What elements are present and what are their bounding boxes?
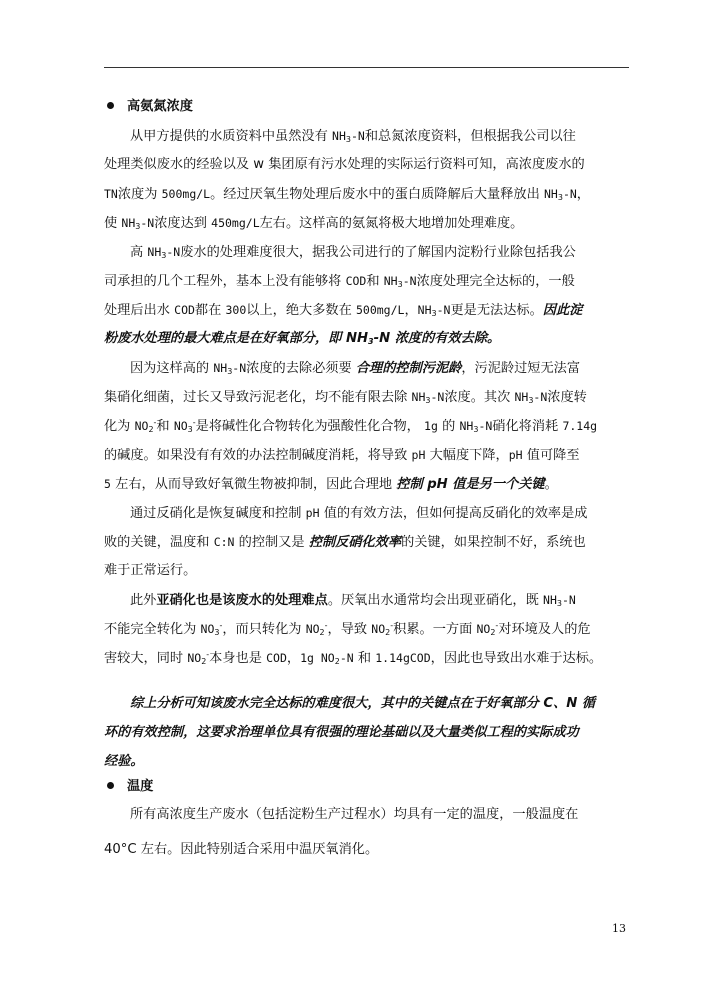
emphasis-text: 亚硝化也是该废水的处理难点 [156,593,328,608]
paragraph-line: 5 左右，从而导致好氧微生物被抑制，因此合理地 控制 pH 值是另一个关键。 [104,477,558,492]
paragraph-line: 此外亚硝化也是该废水的处理难点。厌氧出水通常均会出现亚硝化，既 $NH_3-N$ [130,593,576,608]
paragraph-line: 高 $NH_3-N$废水的处理难度很大，据我公司进行的了解国内淀粉行业除包括我公 [130,245,576,260]
section-heading-high-ammonia [104,97,193,117]
bullet-icon [107,102,114,109]
section-heading-temperature [104,777,153,797]
paragraph-line: 集硝化细菌，过长又导致污泥老化，均不能有限去除 $NH_3-N$浓度。其次 $NH_3-N$浓度转 [104,390,587,405]
emphasis-text: 因此淀 [542,303,583,318]
paragraph-line: 通过反硝化是恢复碱度和控制 pH 值的有效方法，但如何提高反硝化的效率是成 [130,506,588,521]
emphasis-text: 合理的控制污泥龄 [355,361,462,376]
paragraph-line: 处理后出水 COD都在 300以上，绝大多数在 500mg/L，$NH_3-N$更是无法达标。因此淀 [104,303,583,318]
paragraph-line-emphasis: 粉废水处理的最大难点是在好氧部分，即 $NH_3-N$ 浓度的有效去除。 [104,331,501,346]
paragraph-line: 害较大，同时 $NO_2^-$本身也是 COD，1g $NO_2-N$ 和 1.14gCOD，因此也导致出水难于达标。 [104,650,603,666]
bullet-icon [107,782,114,789]
paragraph-line: TN浓度为 500mg/L。经过厌氧生物处理后废水中的蛋白质降解后大量释放出 $NH_3-N$， [104,187,590,202]
emphasis-text: 控制反硝化效率 [308,535,402,550]
paragraph-line: 使 $NH_3-N$浓度达到 450mg/L左右。这样高的氨氮将极大地增加处理难度。 [104,216,524,231]
header-rule [104,67,629,68]
heading-text: 高氨氮浓度 [127,99,193,114]
paragraph-line: 从甲方提供的水质资料中虽然没有 $NH_3-N$和总氮浓度资料，但根据我公司以往 [130,129,576,144]
summary-line: 综上分析可知该废水完全达标的难度很大，其中的关键点在于好氧部分 C、N 循 [130,696,596,711]
paragraph-line: 化为 $NO_2^-$和 $NO_3^-$是将碱性化合物转化为强酸性化合物， 1g 的 $NH_3-N$硝化将消耗 7.14g [104,418,598,434]
heading-text: 温度 [127,779,154,794]
paragraph-line: 的碱度。如果没有有效的办法控制碱度消耗，将导致 pH 大幅度下降，pH 值可降至 [104,448,580,463]
paragraph-line: 40°C 左右。因此特别适合采用中温厌氧消化。 [104,842,379,857]
paragraph-line: 司承担的几个工程外，基本上没有能够将 COD和 $NH_3-N$浓度处理完全达标的，一般 [104,274,575,289]
paragraph-line: 所有高浓度生产废水（包括淀粉生产过程水）均具有一定的温度，一般温度在 [130,807,579,822]
page-number: 13 [612,922,626,935]
paragraph-line: 不能完全转化为 $NO_3^-$，而只转化为 $NO_2^-$，导致 $NO_2^-$积累。一方面 $NO_2^-$对环境及人的危 [104,621,591,637]
paragraph-line: 因为这样高的 $NH_3-N$浓度的去除必须要 合理的控制污泥龄，污泥龄过短无法富 [130,361,581,376]
summary-line: 经验。 [104,754,144,769]
summary-line: 环的有效控制，这要求治理单位具有很强的理论基础以及大量类似工程的实际成功 [104,725,579,740]
paragraph-line: 难于正常运行。 [104,563,197,578]
emphasis-text: 控制 pH 值是另一个关键 [396,477,545,492]
paragraph-line: 处理类似废水的经验以及 w 集团原有污水处理的实际运行资料可知，高浓度废水的 [104,157,585,172]
paragraph-line: 败的关键，温度和 C:N 的控制又是 控制反硝化效率的关键，如果控制不好，系统也 [104,535,586,550]
